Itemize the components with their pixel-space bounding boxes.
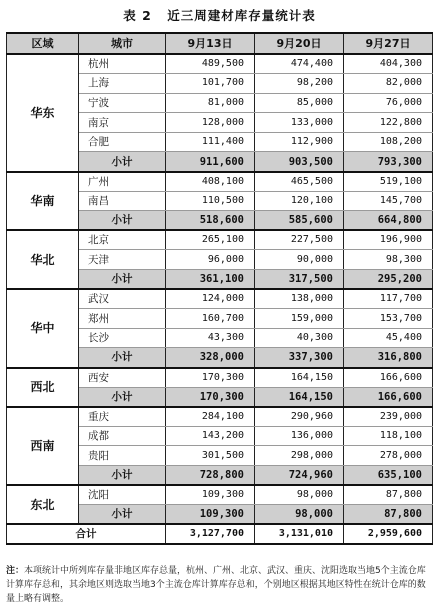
header-region: 区域	[7, 33, 79, 54]
table-note	[6, 564, 433, 606]
value-cell: 90,000	[255, 250, 344, 270]
header-week-3: 9月27日	[344, 33, 433, 54]
value-cell: 404,300	[344, 54, 433, 74]
value-cell: 117,700	[344, 289, 433, 309]
city-cell: 合肥	[79, 132, 166, 152]
subtotal-label: 小计	[79, 465, 166, 485]
table-number: 表 2	[123, 8, 152, 23]
value-cell: 110,500	[166, 191, 255, 211]
header-city: 城市	[79, 33, 166, 54]
value-cell: 98,000	[255, 485, 344, 505]
header-week-2: 9月20日	[255, 33, 344, 54]
value-cell: 40,300	[255, 328, 344, 348]
total-value: 3,131,010	[255, 524, 344, 544]
value-cell: 122,800	[344, 113, 433, 133]
value-cell: 81,000	[166, 93, 255, 113]
value-cell: 160,700	[166, 309, 255, 329]
value-cell: 87,800	[344, 485, 433, 505]
value-cell: 43,300	[166, 328, 255, 348]
city-cell: 贵阳	[79, 446, 166, 466]
city-cell: 天津	[79, 250, 166, 270]
subtotal-value: 164,150	[255, 387, 344, 407]
value-cell: 170,300	[166, 368, 255, 388]
value-cell: 290,960	[255, 407, 344, 427]
subtotal-value: 166,600	[344, 387, 433, 407]
city-cell: 南京	[79, 113, 166, 133]
total-value: 2,959,600	[344, 524, 433, 544]
value-cell: 111,400	[166, 132, 255, 152]
city-cell: 成都	[79, 426, 166, 446]
value-cell: 109,300	[166, 485, 255, 505]
subtotal-label: 小计	[79, 270, 166, 290]
value-cell: 133,000	[255, 113, 344, 133]
value-cell: 166,600	[344, 368, 433, 388]
city-cell: 郑州	[79, 309, 166, 329]
subtotal-value: 518,600	[166, 211, 255, 231]
value-cell: 112,900	[255, 132, 344, 152]
city-cell: 上海	[79, 74, 166, 94]
subtotal-label: 小计	[79, 152, 166, 172]
total-value: 3,127,700	[166, 524, 255, 544]
value-cell: 45,400	[344, 328, 433, 348]
subtotal-value: 911,600	[166, 152, 255, 172]
city-cell: 广州	[79, 172, 166, 192]
note-label: 注：	[6, 566, 25, 576]
value-cell: 120,100	[255, 191, 344, 211]
region-cell: 西南	[7, 407, 79, 485]
region-cell: 东北	[7, 485, 79, 524]
table-row	[7, 407, 433, 427]
table-row	[7, 485, 433, 505]
city-cell: 武汉	[79, 289, 166, 309]
value-cell: 118,100	[344, 426, 433, 446]
city-cell: 北京	[79, 230, 166, 250]
subtotal-value: 724,960	[255, 465, 344, 485]
subtotal-label: 小计	[79, 505, 166, 525]
value-cell: 474,400	[255, 54, 344, 74]
value-cell: 153,700	[344, 309, 433, 329]
value-cell: 82,000	[344, 74, 433, 94]
subtotal-value: 361,100	[166, 270, 255, 290]
city-cell: 沈阳	[79, 485, 166, 505]
value-cell: 76,000	[344, 93, 433, 113]
region-cell: 华南	[7, 172, 79, 231]
subtotal-value: 585,600	[255, 211, 344, 231]
value-cell: 138,000	[255, 289, 344, 309]
subtotal-label: 小计	[79, 387, 166, 407]
value-cell: 145,700	[344, 191, 433, 211]
subtotal-value: 793,300	[344, 152, 433, 172]
value-cell: 136,000	[255, 426, 344, 446]
value-cell: 284,100	[166, 407, 255, 427]
value-cell: 96,000	[166, 250, 255, 270]
value-cell: 465,500	[255, 172, 344, 192]
region-cell: 华东	[7, 54, 79, 172]
subtotal-value: 87,800	[344, 505, 433, 525]
value-cell: 239,000	[344, 407, 433, 427]
value-cell: 101,700	[166, 74, 255, 94]
value-cell: 159,000	[255, 309, 344, 329]
table-title	[0, 6, 439, 24]
subtotal-value: 170,300	[166, 387, 255, 407]
value-cell: 85,000	[255, 93, 344, 113]
value-cell: 227,500	[255, 230, 344, 250]
subtotal-value: 295,200	[344, 270, 433, 290]
value-cell: 128,000	[166, 113, 255, 133]
subtotal-value: 98,000	[255, 505, 344, 525]
value-cell: 301,500	[166, 446, 255, 466]
subtotal-value: 337,300	[255, 348, 344, 368]
subtotal-value: 316,800	[344, 348, 433, 368]
total-row	[7, 524, 433, 544]
value-cell: 278,000	[344, 446, 433, 466]
value-cell: 143,200	[166, 426, 255, 446]
value-cell: 98,300	[344, 250, 433, 270]
subtotal-value: 317,500	[255, 270, 344, 290]
region-cell: 华中	[7, 289, 79, 367]
table-row	[7, 230, 433, 250]
value-cell: 124,000	[166, 289, 255, 309]
city-cell: 重庆	[79, 407, 166, 427]
city-cell: 西安	[79, 368, 166, 388]
region-cell: 华北	[7, 230, 79, 289]
table-row	[7, 289, 433, 309]
value-cell: 519,100	[344, 172, 433, 192]
subtotal-value: 109,300	[166, 505, 255, 525]
city-cell: 杭州	[79, 54, 166, 74]
value-cell: 489,500	[166, 54, 255, 74]
city-cell: 宁波	[79, 93, 166, 113]
subtotal-label: 小计	[79, 348, 166, 368]
header-week-1: 9月13日	[166, 33, 255, 54]
subtotal-value: 635,100	[344, 465, 433, 485]
value-cell: 408,100	[166, 172, 255, 192]
table-caption: 近三周建材库存量统计表	[167, 8, 316, 23]
value-cell: 108,200	[344, 132, 433, 152]
inventory-table	[6, 32, 433, 545]
table-row	[7, 368, 433, 388]
total-label: 合计	[7, 524, 166, 544]
value-cell: 298,000	[255, 446, 344, 466]
subtotal-value: 664,800	[344, 211, 433, 231]
note-text: 本项统计中所列库存量非地区库存总量，杭州、广州、北京、武汉、重庆、沈阳选取当地5个主流仓库计算库存总和，其余地区则选取当地3个主流仓库计算库存总和，个别地区根据其地区特性在统计仓库的数量上略有调整。	[6, 566, 426, 604]
value-cell: 164,150	[255, 368, 344, 388]
city-cell: 南昌	[79, 191, 166, 211]
subtotal-label: 小计	[79, 211, 166, 231]
table-row	[7, 172, 433, 192]
value-cell: 98,200	[255, 74, 344, 94]
region-cell: 西北	[7, 368, 79, 407]
subtotal-value: 728,800	[166, 465, 255, 485]
value-cell: 265,100	[166, 230, 255, 250]
table-body	[7, 54, 433, 544]
value-cell: 196,900	[344, 230, 433, 250]
table-row	[7, 54, 433, 74]
subtotal-value: 328,000	[166, 348, 255, 368]
city-cell: 长沙	[79, 328, 166, 348]
header-row	[7, 33, 433, 54]
subtotal-value: 903,500	[255, 152, 344, 172]
